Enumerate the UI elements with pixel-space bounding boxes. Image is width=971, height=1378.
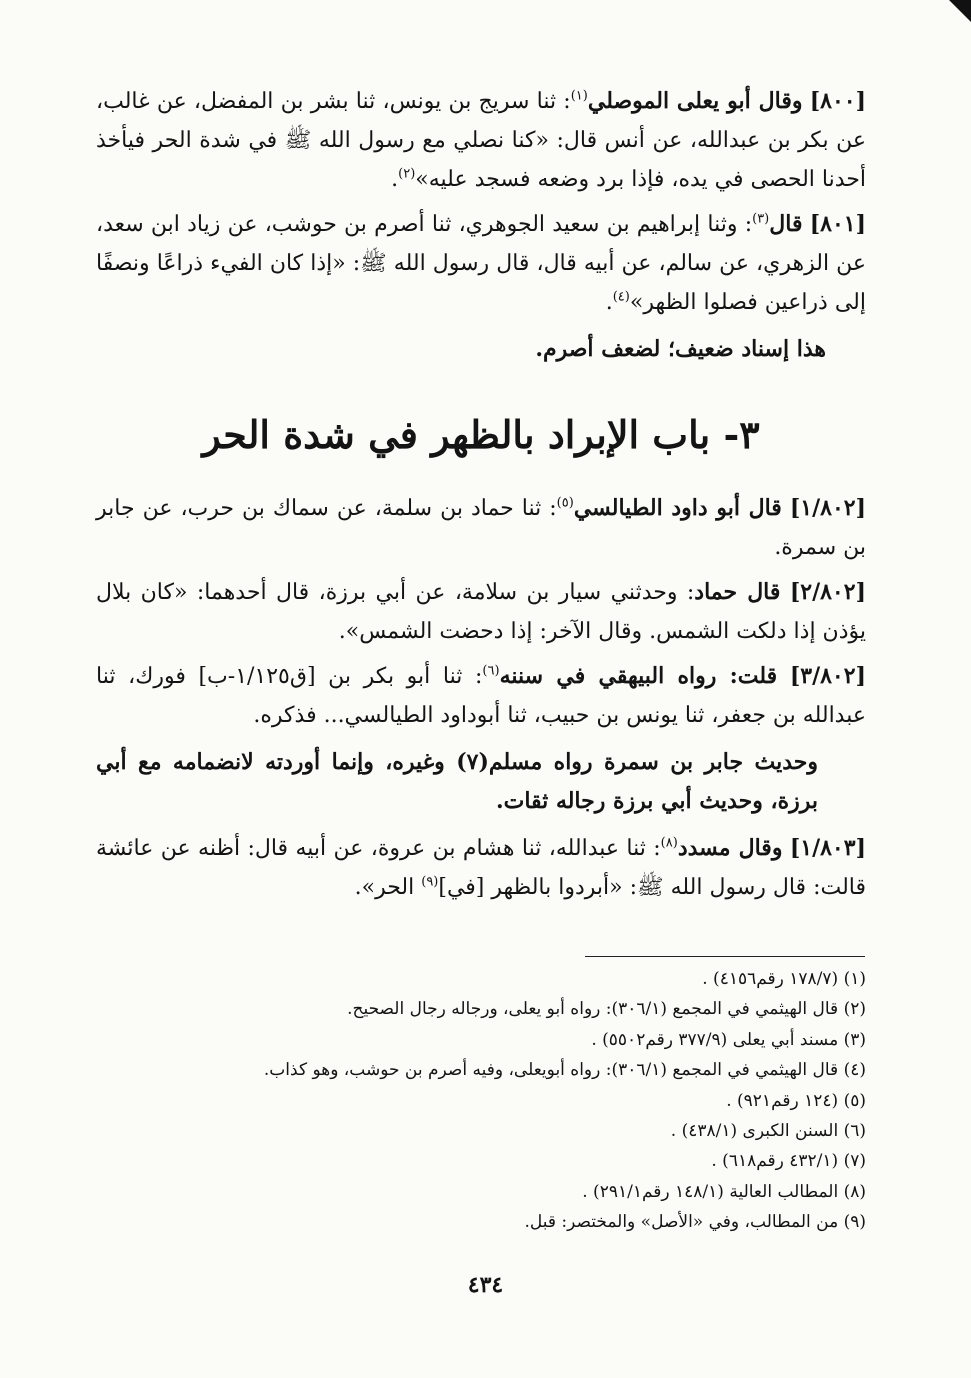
footnotes <box>96 964 866 1238</box>
footnote-item: (٦) السنن الكبرى (٤٣٨/١) . <box>670 1121 866 1142</box>
footnote-ref: (٣) <box>752 211 770 227</box>
text-tail: الحر». <box>354 875 422 900</box>
narrator-lead: قال أبو داود الطيالسي <box>573 495 782 521</box>
narrator-lead: قال <box>769 211 803 237</box>
hadith-text: : ثنا أبو بكر بن [ق١/١٢٥-ب] فورك، ثنا عبدالله بن جعفر، ثنا يونس بن حبيب، ثنا أبوداود الطيالسي... فذكره. <box>96 664 866 728</box>
narrator-lead: وقال مسدد <box>677 835 783 861</box>
footnote-separator <box>585 956 865 957</box>
hadith-801 <box>96 205 866 322</box>
footnote-item: (٧) (٤٣٢/١ رقم٦١٨) . <box>711 1151 866 1172</box>
hadith-number: [٨٠١] <box>809 211 866 237</box>
text-tail: . <box>391 167 399 192</box>
chapter-title: ٣- باب الإبراد بالظهر في شدة الحر <box>202 412 760 457</box>
hadith-802-1 <box>96 489 866 567</box>
hadith-802-2 <box>96 573 866 651</box>
isnad-remark: هذا إسناد ضعيف؛ لضعف أصرم. <box>535 336 826 362</box>
commentary-remark <box>96 743 818 821</box>
hadith-text: : ثنا عبدالله، ثنا هشام بن عروة، عن أبيه قال: أظنه عن عائشة قالت: قال رسول الله ﷺ: «أبردوا بالظهر [في] <box>96 836 866 900</box>
narrator-lead: وقال أبو يعلى الموصلي <box>587 88 803 114</box>
remark-text: وغيره، وإنما أوردته لانضمامه مع أبي برزة، وحديث أبي برزة رجاله ثقات. <box>96 749 818 814</box>
page-body <box>96 82 866 913</box>
hadith-text: : وحدثني سيار بن سلامة، عن أبي برزة، قال أحدهما: «كان بلال يؤذن إذا دلكت الشمس. وقال الآخر: إذا دحضت الشمس». <box>96 580 866 644</box>
hadith-803-1 <box>96 829 866 907</box>
hadith-text: : ثنا سريج بن يونس، ثنا بشر بن المفضل، عن غالب، عن بكر بن عبدالله، عن أنس قال: «كنا نصلي مع رسول الله ﷺ في شدة الحر فيأخذ أحدنا الحصى في يده، فإذا برد وضعه فسجد عليه» <box>96 89 866 192</box>
footnote-item: (٥) (١٢٤ رقم٩٢١) . <box>726 1090 866 1111</box>
footnote-ref: (٨) <box>660 835 678 851</box>
hadith-text: : وثنا إبراهيم بن سعيد الجوهري، ثنا أصرم بن حوشب، عن زياد ابن سعد، عن الزهري، عن سالم، عن أبيه قال، قال رسول الله ﷺ: «إذا كان الفيء ذراعًا ونصفًا إلى ذراعين فصلوا الظهر» <box>96 212 866 315</box>
page-number: ٤٣٤ <box>467 1272 504 1298</box>
hadith-number: [١/٨٠٣] <box>789 835 866 861</box>
text-tail: . <box>605 290 613 315</box>
footnote-ref: (١) <box>570 88 588 104</box>
hadith-800 <box>96 82 866 199</box>
hadith-text: : ثنا حماد بن سلمة، عن سماك بن حرب، عن جابر بن سمرة. <box>96 496 866 560</box>
corner-mark <box>949 0 971 22</box>
footnote-ref: (٢) <box>398 166 416 182</box>
footnote-ref: (٧) <box>456 749 489 775</box>
footnote-item: (١) (١٧٨/٧ رقم٤١٥٦) . <box>702 969 866 989</box>
footnote-ref: (٦) <box>482 663 500 679</box>
footnote-item: (٨) المطالب العالية (١٤٨/١ رقم٢٩١/١) . <box>582 1181 866 1202</box>
footnote-ref: (٩) <box>421 874 439 890</box>
footnote-ref: (٤) <box>612 289 630 305</box>
hadith-number: [١/٨٠٢] <box>789 495 867 521</box>
hadith-number: [٣/٨٠٢] <box>789 663 866 689</box>
footnote-item: (٣) مسند أبي يعلى (٣٧٧/٩ رقم٥٥٠٢) . <box>591 1029 866 1050</box>
footnote-item: (٢) قال الهيثمي في المجمع (٣٠٦/١): رواه أبو يعلى، ورجاله رجال الصحيح. <box>347 999 866 1020</box>
hadith-number: [٨٠٠] <box>809 88 866 114</box>
hadith-number: [٢/٨٠٢] <box>789 579 866 605</box>
narrator-lead: قال حماد <box>694 579 781 605</box>
footnote-ref: (٥) <box>556 495 574 511</box>
narrator-lead: قلت: رواه البيهقي في سننه <box>499 663 778 689</box>
footnote-item: (٩) من المطالب، وفي «الأصل» والمختصر: قبل. <box>524 1212 866 1233</box>
hadith-802-3 <box>96 657 866 735</box>
footnote-item: (٤) قال الهيثمي في المجمع (٣٠٦/١): رواه أبويعلى، وفيه أصرم بن حوشب، وهو كذاب. <box>263 1060 866 1081</box>
remark-text: وحديث جابر بن سمرة رواه مسلم <box>488 749 818 775</box>
